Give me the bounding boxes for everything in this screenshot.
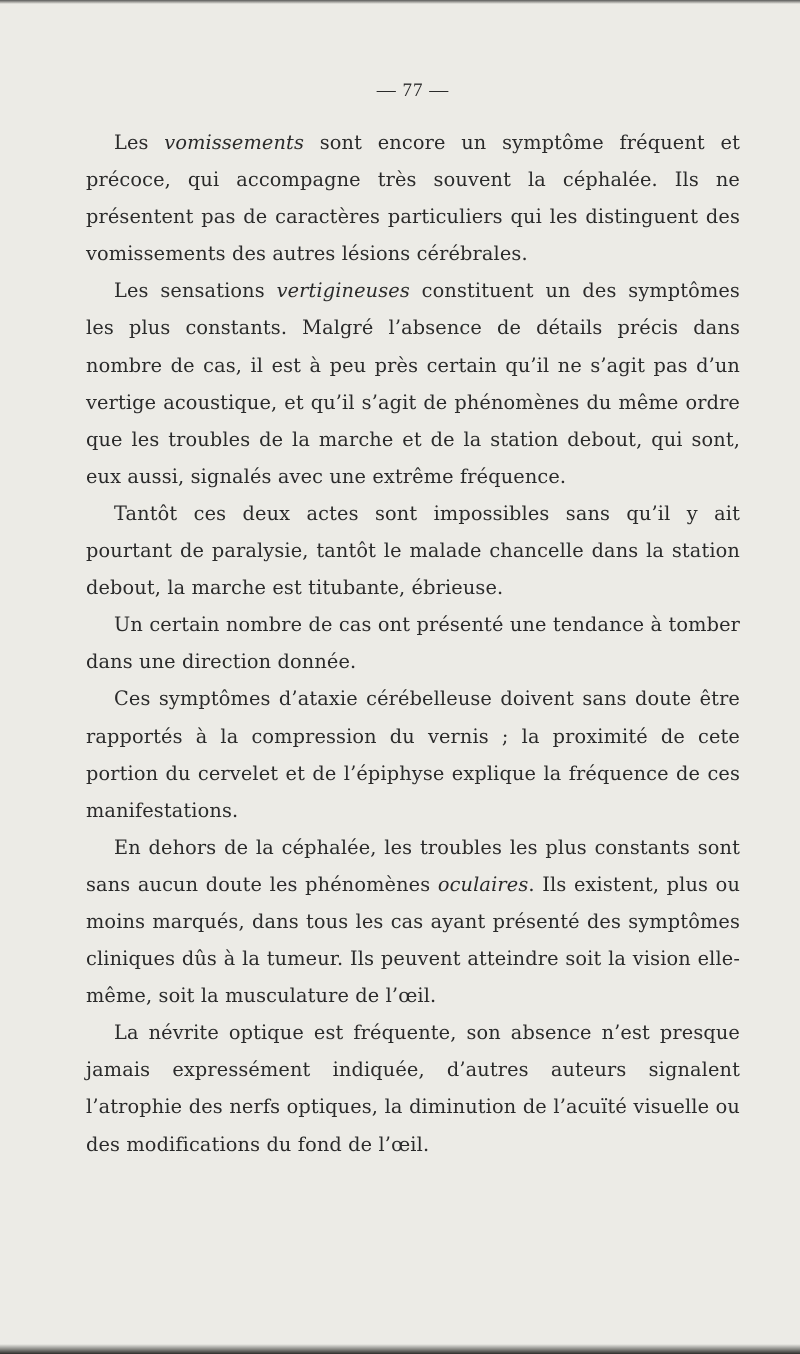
book-page bbox=[86, 80, 740, 1163]
paragraph-ataxie bbox=[86, 680, 740, 828]
page-number: — 77 — bbox=[376, 80, 450, 101]
paragraph-tantot bbox=[86, 495, 740, 606]
text-run: En dehors de la céphalée, les troubles les plus constants sont sans aucun doute les phénomènes bbox=[86, 835, 740, 896]
paragraph-oculaires bbox=[86, 829, 740, 1014]
text-run: . Ils existent, plus ou moins marqués, dans tous les cas ayant présenté des symptômes cliniques dûs à la tumeur. Ils peuvent atteindre soit la vision elle-même, soit la musculature de l’œil. bbox=[86, 872, 741, 1008]
text-run: constituent un des symptômes les plus constants. Malgré l’absence de détails précis dans nombre de cas, il est à peu près certain qu’il ne s’agit pas d’un vertige acoustique, et qu’il s’agit de phénomènes du même ordre que les troubles de la marche et de la station debout, qui sont, eux aussi, signalés avec une extrême fréquence. bbox=[86, 279, 740, 488]
italic-term: vertigineuses bbox=[276, 279, 410, 303]
paragraph-vertigineuses bbox=[86, 272, 740, 495]
scan-edge-bottom bbox=[0, 1344, 800, 1354]
text-run: Les sensations bbox=[114, 279, 277, 303]
italic-term: vomissements bbox=[164, 131, 305, 154]
text-run: Ces symptômes d’ataxie cérébelleuse doivent sans doute être rapportés à la compression du vernis ; la proximité de cete portion du cervelet et de l’épiphyse explique la fréquence de ces manifestations. bbox=[86, 687, 740, 822]
text-run: Les bbox=[114, 131, 165, 154]
italic-term: oculaires bbox=[437, 872, 529, 896]
text-run: Tantôt ces deux actes sont impossibles sans qu’il y ait pourtant de paralysie, tantôt le malade chancelle dans la station debout, la marche est titubante, ébrieuse. bbox=[86, 501, 740, 600]
paragraph-vomissements bbox=[86, 124, 740, 272]
paragraph-certain-nombre bbox=[86, 606, 740, 680]
text-run: Un certain nombre de cas ont présenté une tendance à tomber dans une direction donnée. bbox=[86, 613, 740, 674]
paragraph-nevrite bbox=[86, 1014, 740, 1162]
text-run: La névrite optique est fréquente, son absence n’est presque jamais expressément indiquée, d’autres auteurs signalent l’atrophie des nerfs optiques, la diminution de l’acuïté visuelle ou des modifications du fond de l’œil. bbox=[86, 1021, 740, 1156]
text-run: sont encore un symptôme fréquent et précoce, qui accompagne très souvent la céphalée. Ils ne présentent pas de caractères particuliers qui les distinguent des vomissements des autres lésions cérébrales. bbox=[86, 131, 740, 266]
scan-edge-top bbox=[0, 0, 800, 4]
